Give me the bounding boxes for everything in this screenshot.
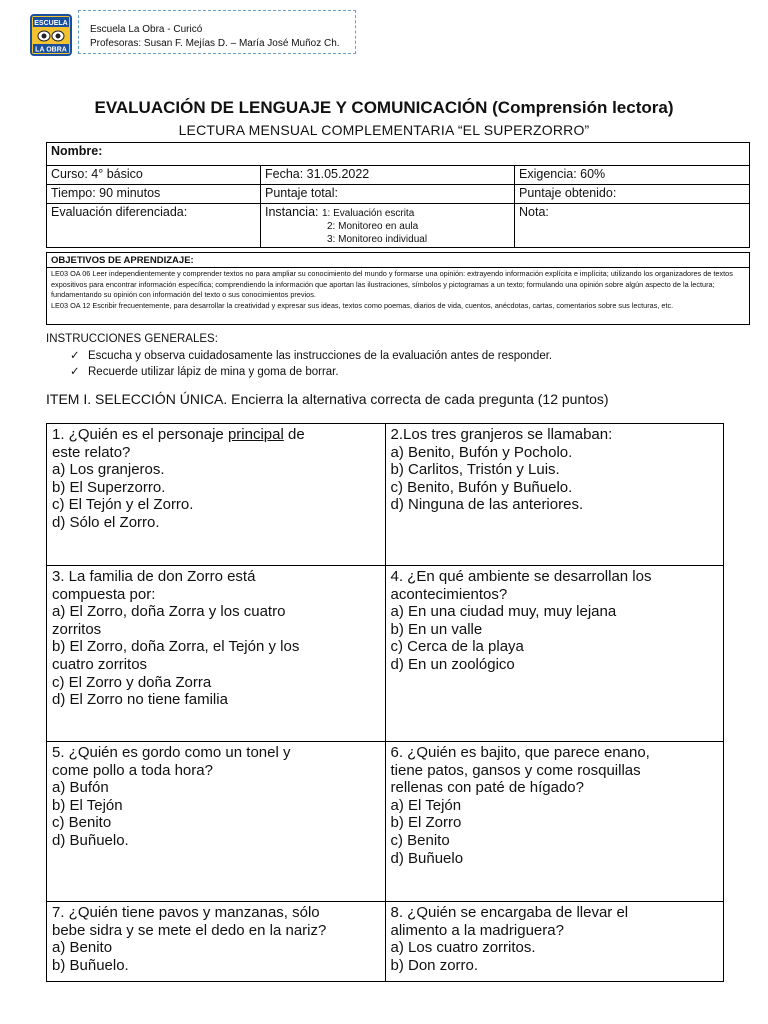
option-a: a) Bufón — [52, 779, 109, 797]
instancia-option-3: 3: Monitoreo individual — [327, 234, 428, 245]
option-d: d) Buñuelo. — [52, 831, 129, 849]
option-d: d) Ninguna de las anteriores. — [390, 496, 584, 514]
instruction-item — [70, 364, 339, 378]
logo-text-bottom: LA OBRA — [35, 46, 67, 54]
page-subtitle: LECTURA MENSUAL COMPLEMENTARIA “EL SUPERZORRO” — [178, 122, 590, 138]
nota-cell: Nota: — [515, 204, 750, 248]
question-5: 5. ¿Quién es gordo como un tonel y come pollo a toda hora? a) Bufón b) El Tejón c) Benito d) Buñuelo. — [47, 742, 386, 902]
question-8: 8. ¿Quién se encargaba de llevar el alimento a la madriguera? a) Los cuatro zorritos. b) Don zorro. — [385, 902, 724, 982]
option-a: a) Los granjeros. — [52, 461, 165, 479]
question-3: 3. La familia de don Zorro está compuesta por: a) El Zorro, doña Zorra y los cuatro zorritos b) El Zorro, doña Zorra, el Tejón y los cuatro zorritos c) El Zorro y doña Zorra d) El Zorro no tiene familia — [47, 566, 386, 742]
option-c: c) Benito — [52, 814, 112, 832]
instancia-label: Instancia: — [265, 205, 319, 219]
option-a: a) El Tejón — [390, 796, 462, 814]
question-7: 7. ¿Quién tiene pavos y manzanas, sólo bebe sidra y se mete el dedo en la nariz? a) Benito b) Buñuelo. — [47, 902, 386, 982]
option-c: c) Benito — [390, 831, 450, 849]
option-a: a) En una ciudad muy, muy lejana — [390, 603, 617, 621]
objectives-box — [46, 252, 750, 325]
option-d: d) El Zorro no tiene familia — [52, 691, 228, 709]
underlined-word: principal — [227, 426, 284, 443]
option-a: a) Benito — [52, 939, 113, 957]
student-info-table — [46, 142, 750, 248]
option-b: b) El Zorro — [390, 814, 462, 832]
curso-cell: Curso: 4° básico — [47, 166, 261, 185]
question-1: 1. ¿Quién es el personaje principal de este relato? a) Los granjeros. b) El Superzorro. c) El Tejón y el Zorro. d) Sólo el Zorro. — [47, 424, 386, 566]
option-a: a) Benito, Bufón y Pocholo. — [390, 443, 573, 461]
instancia-option-1: 1: Evaluación escrita — [322, 208, 415, 219]
question-4: 4. ¿En qué ambiente se desarrollan los acontecimientos? a) En una ciudad muy, muy lejana b) En un valle c) Cerca de la playa d) En un zoológico — [385, 566, 724, 742]
puntaje-total-cell: Puntaje total: — [261, 185, 515, 204]
option-b: b) En un valle — [390, 620, 483, 638]
exigencia-cell: Exigencia: 60% — [515, 166, 750, 185]
question-2: 2.Los tres granjeros se llamaban: a) Benito, Bufón y Pocholo. b) Carlitos, Tristón y Luis. c) Benito, Bufón y Buñuelo. d) Ninguna de las anteriores. — [385, 424, 724, 566]
option-b: b) El Zorro, doña Zorra, el Tejón y los — [52, 638, 300, 656]
item-title: ITEM I. SELECCIÓN ÚNICA. Encierra la alternativa correcta de cada pregunta (12 puntos) — [46, 391, 609, 407]
checkmark-icon: ✓ — [70, 366, 80, 378]
objectives-title: OBJETIVOS DE APRENDIZAJE: — [47, 255, 749, 268]
puntaje-obtenido-cell: Puntaje obtenido: — [515, 185, 750, 204]
logo-text-top: ESCUELA — [34, 20, 68, 27]
objective-oa06: LE03 OA 06 Leer independientemente y comprender textos no para ampliar su conocimiento del mundo y formarse una opinión: extrayendo información explícita e implícita; utilizando los organizadores de textos expositivos para encontrar información específica; comprendiendo la información que aportan las ilustraciones, símbolos y pictogramas a un texto; formulando una opinión sobre algún aspecto de la lectura; fundamentando su opinión con información del texto o sus conocimientos previos. — [51, 269, 733, 299]
option-b: b) El Tejón — [52, 796, 123, 814]
option-c: c) El Tejón y el Zorro. — [52, 496, 194, 514]
option-d: d) Buñuelo — [390, 849, 464, 867]
school-name: Escuela La Obra - Curicó — [90, 24, 203, 35]
questions-table — [46, 423, 724, 982]
instancia-cell — [261, 204, 515, 248]
option-b: b) Carlitos, Tristón y Luis. — [390, 461, 560, 479]
nombre-label: Nombre: — [51, 144, 103, 158]
instruction-text: Recuerde utilizar lápiz de mina y goma de borrar. — [88, 366, 339, 378]
option-a: a) El Zorro, doña Zorra y los cuatro — [52, 603, 286, 621]
school-logo — [30, 14, 72, 56]
option-c: c) Benito, Bufón y Buñuelo. — [390, 478, 573, 496]
instruction-text: Escucha y observa cuidadosamente las instrucciones de la evaluación antes de responder. — [88, 350, 553, 362]
instancia-option-2: 2: Monitoreo en aula — [327, 221, 419, 232]
option-b: b) El Superzorro. — [52, 478, 166, 496]
option-b: b) Don zorro. — [390, 956, 479, 974]
option-c: c) El Zorro y doña Zorra — [52, 673, 212, 691]
objective-oa12: LE03 OA 12 Escribir frecuentemente, para desarrollar la creatividad y expresar sus ideas, textos como poemas, diarios de vida, cuentos, anécdotas, cartas, comentarios sobre sus lecturas, etc. — [51, 300, 674, 310]
option-c: c) Cerca de la playa — [390, 638, 524, 656]
fecha-cell: Fecha: 31.05.2022 — [261, 166, 515, 185]
question-6: 6. ¿Quién es bajito, que parece enano, tiene patos, gansos y come rosquillas rellenas con paté de hígado? a) El Tejón b) El Zorro c) Benito d) Buñuelo — [385, 742, 724, 902]
evaluacion-cell: Evaluación diferenciada: — [47, 204, 261, 248]
instructions-title: INSTRUCCIONES GENERALES: — [46, 333, 218, 345]
tiempo-cell: Tiempo: 90 minutos — [47, 185, 261, 204]
teachers-names: Profesoras: Susan F. Mejías D. – María José Muñoz Ch. — [90, 38, 340, 49]
option-d: d) En un zoológico — [390, 655, 515, 673]
checkmark-icon: ✓ — [70, 350, 80, 362]
page-title: EVALUACIÓN DE LENGUAJE Y COMUNICACIÓN (Comprensión lectora) — [94, 98, 674, 117]
option-d: d) Sólo el Zorro. — [52, 513, 160, 531]
option-b: b) Buñuelo. — [52, 956, 129, 974]
option-a: a) Los cuatro zorritos. — [390, 939, 536, 957]
instruction-item — [70, 348, 552, 362]
